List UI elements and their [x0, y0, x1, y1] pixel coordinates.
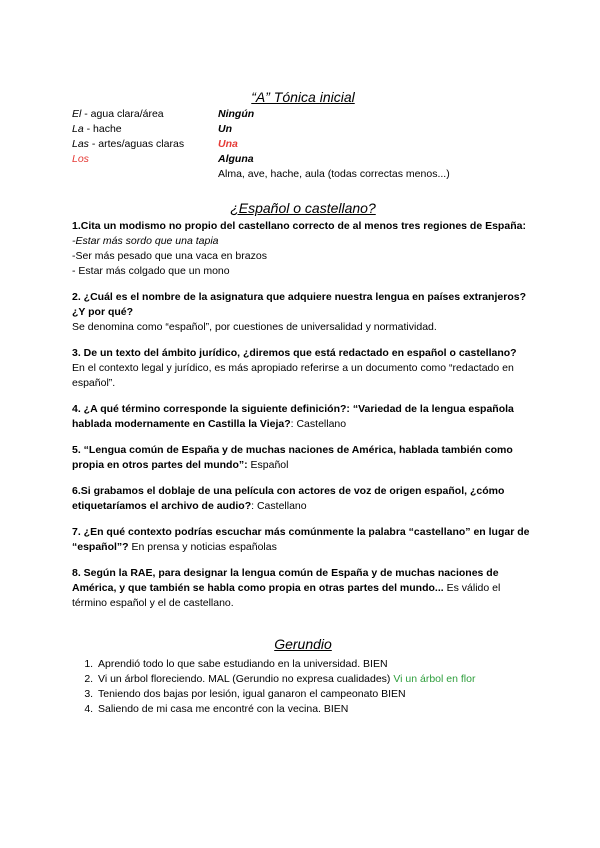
answer-text: : Castellano [251, 500, 307, 512]
list-item-text: Aprendió todo lo que sabe estudiando en la universidad. BIEN [98, 658, 388, 670]
question-block-5 [72, 443, 534, 473]
determiner-word-incorrect: Una [218, 138, 238, 150]
article-example: - agua clara/área [81, 108, 164, 120]
article-word-incorrect: Los [72, 153, 89, 165]
list-item [96, 702, 534, 717]
list-item-correction: Vi un árbol en flor [393, 673, 476, 685]
answer-text: En prensa y noticias españolas [128, 541, 277, 553]
section-title-gerundio: Gerundio [274, 636, 332, 652]
article-example: - hache [83, 123, 122, 135]
answer-text: Español [247, 459, 289, 471]
answer-text: : Castellano [290, 418, 347, 430]
question-text: 3. De un texto del ámbito jurídico, ¿diremos que está redactado en español o castellano? [72, 347, 517, 359]
answer-line: -Ser más pesado que una vaca en brazos [72, 250, 267, 262]
gerundio-list [72, 657, 534, 717]
list-item-text: Vi un árbol floreciendo. MAL (Gerundio no expresa cualidades) [98, 673, 394, 685]
article-word: La [72, 123, 84, 135]
answer-text: En el contexto legal y jurídico, es más apropiado referirse a un documento como “redactado en español”. [72, 362, 514, 389]
list-item [96, 672, 534, 687]
answer-text: Se denomina como “español”, por cuestiones de universalidad y normatividad. [72, 321, 437, 333]
list-item-text: Teniendo dos bajas por lesión, igual ganaron el campeonato BIEN [98, 688, 406, 700]
determiner-word: Un [218, 123, 232, 135]
question-block-4 [72, 402, 534, 432]
answer-line: -Estar más sordo que una tapia [72, 235, 219, 247]
article-row [72, 122, 184, 137]
articles-right-column [218, 107, 450, 182]
section-title-espanol-castellano: ¿Español o castellano? [230, 200, 376, 216]
question-block-7 [72, 525, 534, 555]
question-block-2 [72, 290, 534, 335]
determiner-word: Ningún [218, 108, 255, 120]
question-block-6 [72, 484, 534, 514]
question-text: 2. ¿Cuál es el nombre de la asignatura que adquiere nuestra lengua en países extranjeros? ¿Y por qué? [72, 291, 526, 318]
articles-table [72, 107, 534, 197]
question-text: 7. ¿En qué contexto podrías escuchar más comúnmente la palabra “castellano” en lugar de “español”? [72, 526, 530, 553]
article-row [72, 152, 184, 167]
question-block-1 [72, 219, 534, 279]
question-text: 4. ¿A qué término corresponde la siguiente definición?: “Variedad de la lengua española hablada modernamente en Castilla la Vieja? [72, 403, 514, 430]
question-text: 6.Si grabamos el doblaje de una película con actores de voz de origen español, ¿cómo etiquetaríamos el archivo de audio? [72, 485, 505, 512]
article-word: El [72, 108, 82, 120]
determiner-word: Alguna [218, 153, 254, 165]
question-text: 1.Cita un modismo no propio del castellano correcto de al menos tres regiones de España: [72, 220, 526, 232]
article-example: - artes/aguas claras [88, 138, 185, 150]
section-title-a-tonica: “A” Tónica inicial [251, 89, 355, 105]
document-page [72, 88, 534, 717]
question-text: 8. Según la RAE, para designar la lengua común de España y de muchas naciones de América, y que también se habla como propia en otras partes del mundo... [72, 567, 499, 594]
list-item [96, 687, 534, 702]
list-item-text: Saliendo de mi casa me encontré con la vecina. BIEN [98, 703, 349, 715]
article-word: Las [72, 138, 89, 150]
articles-left-column [72, 107, 184, 167]
question-block-3 [72, 346, 534, 391]
note-text: Alma, ave, hache, aula (todas correctas menos...) [218, 168, 450, 180]
article-row [72, 137, 184, 152]
question-text: 5. “Lengua común de España y de muchas naciones de América, hablada también como propia en otros partes del mundo”: [72, 444, 513, 471]
answer-text: Es válido el término español y el de castellano. [72, 582, 501, 609]
answer-line: - Estar más colgado que un mono [72, 265, 230, 277]
question-block-8 [72, 566, 534, 611]
article-row [72, 107, 184, 122]
list-item [96, 657, 534, 672]
